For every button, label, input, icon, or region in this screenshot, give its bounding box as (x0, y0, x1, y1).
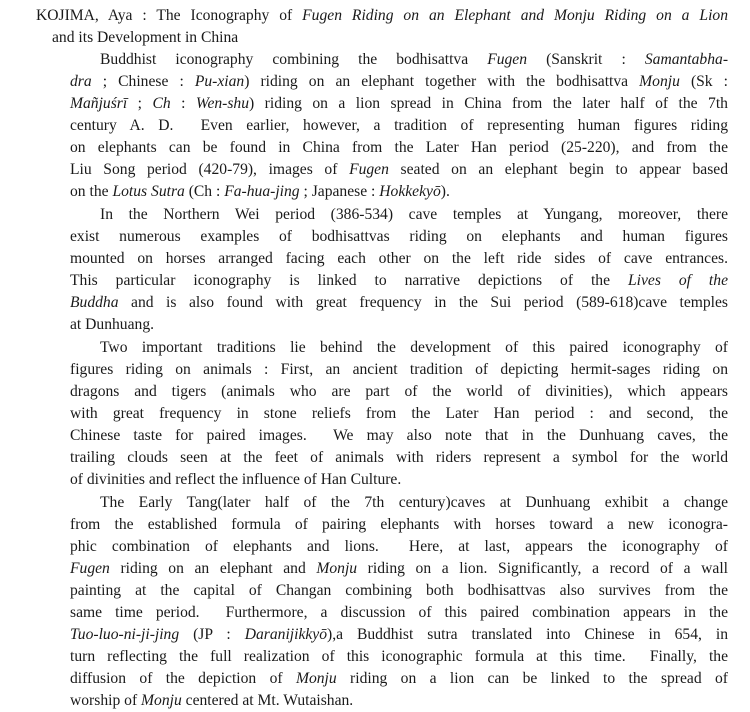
paragraph-4-line: same time period. Furthermore, a discussion of this paired combination appears in the (70, 604, 728, 621)
paragraph-1-line: on elephants can be found in China from the Later Han period (25-220), and from the (70, 139, 728, 156)
article-title: KOJIMA, Aya : The Iconography of Fugen Riding on an Elephant and Monju Riding on a Lion (36, 7, 729, 24)
paragraph-3-line: figures riding on animals : First, an ancient tradition of depicting hermit-sages riding on (70, 361, 728, 378)
paragraph-1-line: on the Lotus Sutra (Ch : Fa-hua-jing ; Japanese : Hokkekyō). (70, 183, 450, 200)
paragraph-2-line: mounted on horses arranged facing each other on the left ride sides of cave entrances. (70, 250, 728, 267)
paragraph-4-line: The Early Tang(later half of the 7th century)caves at Dunhuang exhibit a change (100, 494, 728, 511)
paragraph-4-line: from the established formula of pairing elephants with horses toward a new iconogra- (70, 516, 728, 533)
paragraph-1-line: Liu Song period (420-79), images of Fugen seated on an elephant begin to appear based (70, 161, 728, 178)
paragraph-2-line: exist numerous examples of bodhisattvas riding on elephants and human figures (70, 228, 728, 245)
paragraph-2-line: In the Northern Wei period (386-534) cave temples at Yungang, moreover, there (100, 206, 728, 223)
paragraph-4-line: diffusion of the depiction of Monju riding on a lion can be linked to the spread of (70, 670, 728, 687)
paragraph-2-line: Buddha and is also found with great frequency in the Sui period (589-618)cave temples (70, 294, 728, 311)
paragraph-3-line: with great frequency in stone reliefs from the Later Han period : and second, the (70, 405, 728, 422)
paragraph-3-line: dragons and tigers (animals who are part of the world of divinities), which appears (70, 383, 728, 400)
paragraph-4-line: Tuo-luo-ni-ji-jing (JP : Daranijikkyō),a Buddhist sutra translated into Chinese in 654, in (70, 626, 728, 643)
article-title-continuation: and its Development in China (52, 29, 239, 46)
paragraph-4-line: worship of Monju centered at Mt. Wutaishan. (70, 692, 354, 709)
paragraph-1-line: Buddhist iconography combining the bodhisattva Fugen (Sanskrit : Samantabha- (100, 51, 729, 68)
paragraph-4-line: turn reflecting the full realization of this iconographic formula at this time. Finally, the (70, 648, 728, 665)
paragraph-3-line: of divinities and reflect the influence of Han Culture. (70, 471, 402, 488)
paragraph-3-line: Two important traditions lie behind the development of this paired iconography of (100, 339, 728, 356)
paragraph-2-line: at Dunhuang. (70, 316, 155, 333)
paragraph-4-line: Fugen riding on an elephant and Monju riding on a lion. Significantly, a record of a wall (70, 560, 728, 577)
paragraph-3-line: trailing clouds seen at the feet of animals with riders represent a symbol for the world (70, 449, 728, 466)
paragraph-2-line: This particular iconography is linked to narrative depictions of the Lives of the (70, 272, 728, 289)
paragraph-1-line: century A. D. Even earlier, however, a tradition of representing human figures riding (70, 117, 728, 134)
paragraph-1-line: Mañjuśrī ; Ch : Wen-shu) riding on a lion spread in China from the later half of the 7th (70, 95, 728, 112)
paragraph-1-line: dra ; Chinese : Pu-xian) riding on an elephant together with the bodhisattva Monju (Sk : (70, 73, 729, 90)
paragraph-3-line: Chinese taste for paired images. We may also note that in the Dunhuang caves, the (70, 427, 728, 444)
paragraph-4-line: phic combination of elephants and lions. Here, at last, appears the iconography of (70, 538, 728, 555)
paragraph-4-line: painting at the capital of Changan combining both bodhisattvas also survives from the (70, 582, 728, 599)
